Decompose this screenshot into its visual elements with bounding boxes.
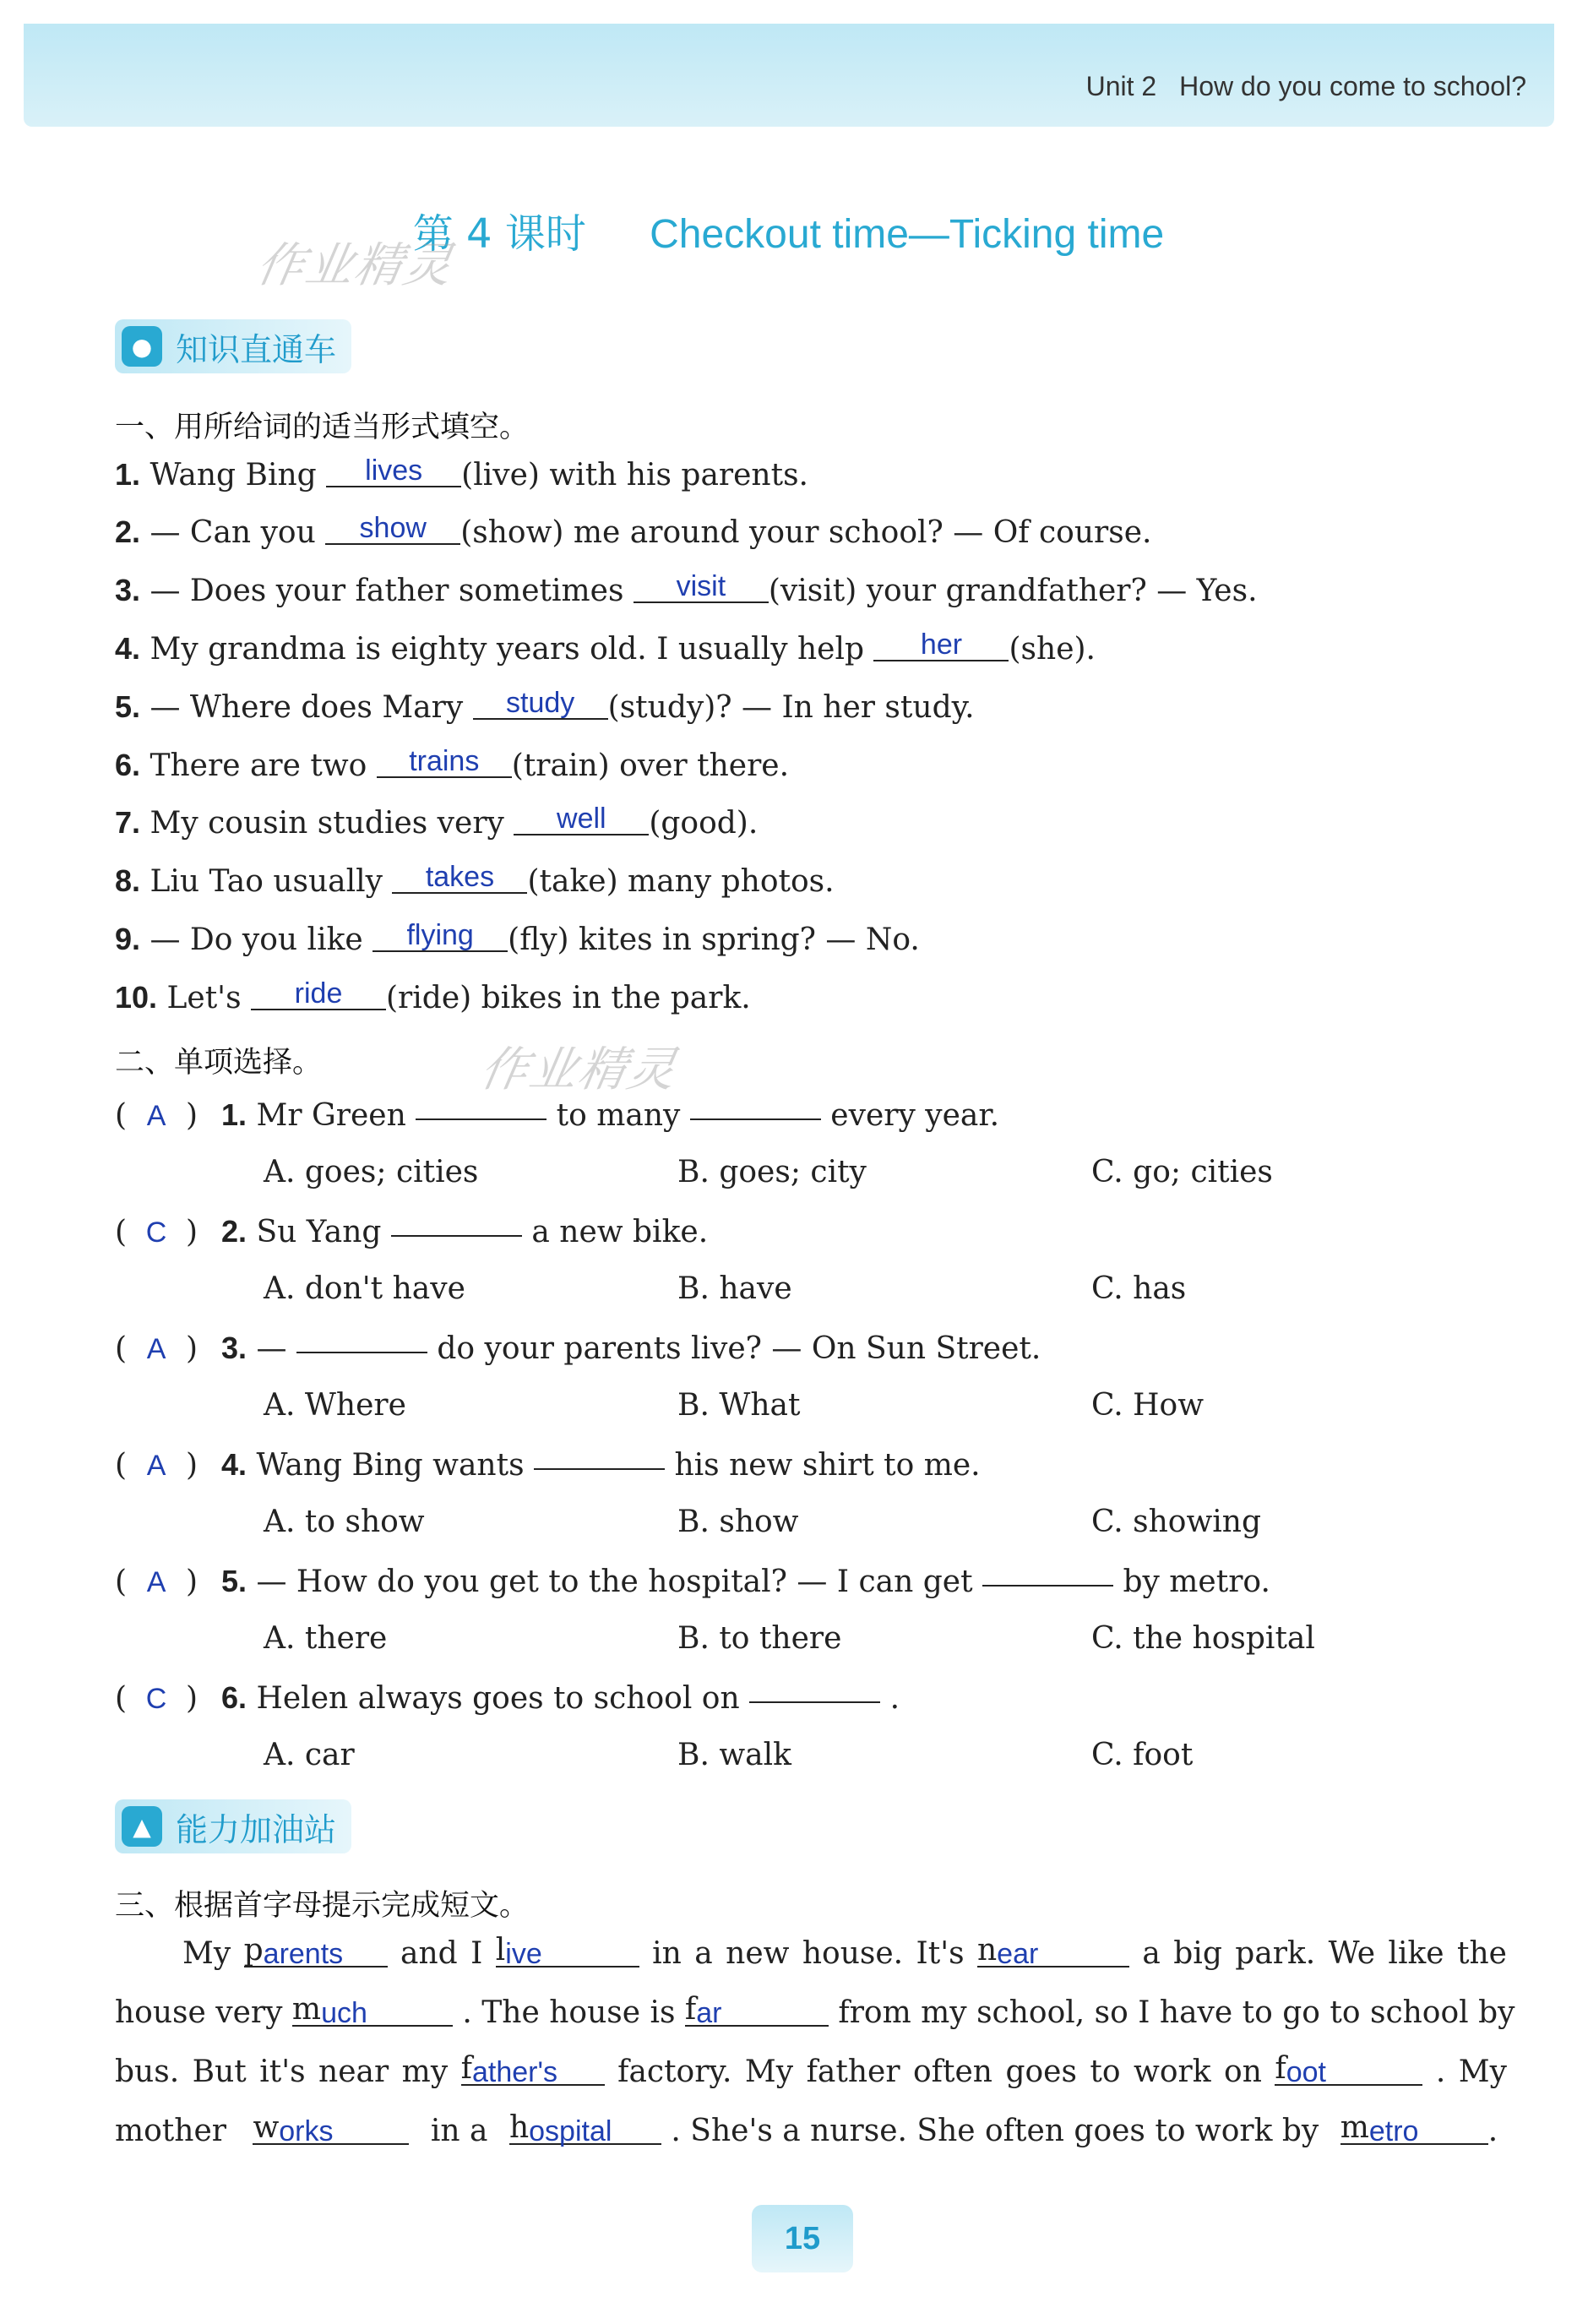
answer-paren[interactable]: ( C )	[115, 1215, 198, 1249]
item-text: Let's	[166, 981, 242, 1015]
answer-paren[interactable]: ( C )	[115, 1681, 198, 1716]
item-text: There are two	[150, 748, 367, 783]
answer-paren[interactable]: ( A )	[115, 1565, 198, 1599]
choice-option[interactable]: B. walk	[677, 1738, 791, 1772]
choice-option[interactable]: C. the hospital	[1091, 1621, 1315, 1656]
choice-question	[115, 1563, 1270, 1601]
question-text: Mr Green	[256, 1098, 406, 1133]
question-blank	[534, 1468, 665, 1470]
choice-option[interactable]: A. Where	[264, 1388, 406, 1423]
lesson-title	[0, 201, 1577, 259]
passage-line-3: bus. But it's near my father's factory. My father often goes to work on foot . My	[115, 2051, 1507, 2089]
fill-blank[interactable]: near	[977, 1935, 1129, 1968]
choice-question	[115, 1446, 981, 1484]
question-text: by metro.	[1123, 1565, 1270, 1599]
answer-text: flying	[406, 919, 474, 951]
section-badge-label: 能力加油站	[176, 1810, 337, 1848]
answer-blank[interactable]	[514, 803, 649, 835]
answer-blank[interactable]	[251, 978, 386, 1010]
fill-blank[interactable]: metro	[1340, 2113, 1488, 2145]
choice-option[interactable]: C. showing	[1091, 1505, 1262, 1539]
fill-in-item	[115, 747, 789, 785]
question-blank	[749, 1701, 880, 1703]
choice-option[interactable]: C. How	[1091, 1388, 1205, 1423]
answer-text: A	[146, 1100, 166, 1132]
fill-in-item	[115, 514, 1151, 552]
question-text: — How do you get to the hospital? — I can get	[256, 1565, 973, 1599]
question-number: 2.	[221, 1214, 247, 1249]
fill-blank[interactable]: live	[496, 1935, 639, 1968]
fill-blank[interactable]: foot	[1275, 2054, 1422, 2086]
fill-in-item	[115, 921, 920, 959]
answer-text: her	[920, 629, 963, 661]
answer-blank[interactable]	[873, 629, 1009, 661]
lesson-name: Checkout time—Ticking time	[650, 212, 1165, 257]
fill-in-item	[115, 572, 1258, 610]
answer-text: visit	[676, 570, 726, 602]
choice-option[interactable]: A. car	[264, 1738, 355, 1772]
item-number: 1.	[115, 457, 141, 492]
choice-question	[115, 1213, 708, 1251]
item-text: (live) with his parents.	[461, 458, 808, 493]
answer-text: C	[145, 1683, 167, 1715]
choice-option[interactable]: C. go; cities	[1091, 1155, 1273, 1189]
question-number: 6.	[221, 1680, 247, 1715]
question-text: to many	[556, 1098, 681, 1133]
choice-option[interactable]: B. show	[677, 1505, 799, 1539]
question-blank	[296, 1352, 427, 1353]
unit-title: How do you come to school?	[1179, 71, 1526, 101]
answer-text: takes	[425, 861, 495, 893]
choice-option[interactable]: B. have	[677, 1271, 792, 1306]
question-blank	[982, 1585, 1113, 1587]
fill-blank[interactable]: much	[292, 1995, 453, 2027]
fill-in-item	[115, 456, 808, 494]
question-number: 1.	[221, 1097, 247, 1132]
item-number: 9.	[115, 922, 141, 956]
part1-heading: 一、用所给词的适当形式填空。	[115, 411, 530, 444]
item-text: (visit) your grandfather? — Yes.	[768, 574, 1258, 608]
answer-blank[interactable]	[325, 513, 460, 545]
item-text: (ride) bikes in the park.	[386, 981, 751, 1015]
answer-blank[interactable]	[473, 688, 608, 720]
answer-paren[interactable]: ( A )	[115, 1448, 198, 1483]
fill-blank[interactable]: hospital	[509, 2113, 661, 2145]
item-text: (take) many photos.	[527, 864, 835, 899]
answer-text: A	[146, 1450, 166, 1482]
item-text: (good).	[649, 806, 759, 841]
watermark: 作业精灵	[476, 1042, 682, 1097]
page-number: 15	[752, 2205, 853, 2272]
answer-paren[interactable]: ( A )	[115, 1098, 198, 1133]
answer-text: C	[145, 1216, 167, 1249]
question-blank	[391, 1235, 522, 1237]
answer-text: A	[146, 1566, 166, 1598]
question-blank	[690, 1118, 821, 1120]
question-text: —	[256, 1331, 287, 1366]
question-text: .	[889, 1681, 900, 1716]
choice-option[interactable]: B. goes; city	[677, 1155, 867, 1189]
answer-text: study	[506, 687, 575, 719]
question-text: a new bike.	[531, 1215, 709, 1249]
answer-blank[interactable]	[392, 862, 527, 894]
choice-option[interactable]: A. there	[264, 1621, 388, 1656]
question-number: 4.	[221, 1447, 247, 1482]
fill-in-item	[115, 688, 975, 727]
passage-line-1: My parents and I live in a new house. It's near a big park. We like the	[182, 1933, 1507, 1971]
question-text: Wang Bing wants	[256, 1448, 525, 1483]
lesson-number: 第 4 课时	[412, 210, 586, 258]
answer-text: ride	[294, 977, 343, 1010]
answer-blank[interactable]	[634, 571, 769, 603]
choice-option[interactable]: A. don't have	[264, 1271, 465, 1306]
answer-blank[interactable]	[377, 746, 512, 778]
choice-option[interactable]: C. foot	[1091, 1738, 1194, 1772]
fill-in-item	[115, 804, 758, 842]
choice-question	[115, 1330, 1041, 1368]
answer-text: A	[146, 1333, 166, 1365]
choice-option[interactable]: A. to show	[264, 1505, 425, 1539]
fill-blank[interactable]: works	[253, 2113, 409, 2145]
answer-text: well	[557, 803, 606, 835]
item-text: Liu Tao usually	[150, 864, 383, 899]
choice-option[interactable]: C. has	[1091, 1271, 1187, 1306]
item-number: 4.	[115, 631, 141, 666]
question-text: do your parents live? — On Sun Street.	[437, 1331, 1041, 1366]
question-text: his new shirt to me.	[674, 1448, 981, 1483]
item-number: 8.	[115, 863, 141, 898]
item-text: (show) me around your school? — Of course.	[460, 515, 1152, 550]
fill-in-item	[115, 630, 1096, 668]
question-blank	[416, 1118, 547, 1120]
question-text: every year.	[830, 1098, 1000, 1133]
item-number: 7.	[115, 805, 141, 840]
item-number: 10.	[115, 980, 158, 1015]
choice-option[interactable]: B. What	[677, 1388, 801, 1423]
question-number: 5.	[221, 1564, 247, 1598]
item-text: — Does your father sometimes	[150, 574, 624, 608]
running-header	[1086, 71, 1526, 102]
answer-blank[interactable]	[372, 920, 508, 952]
part3-heading: 三、根据首字母提示完成短文。	[115, 1889, 530, 1923]
item-number: 5.	[115, 689, 141, 724]
choice-question	[115, 1097, 999, 1135]
answer-paren[interactable]: ( A )	[115, 1331, 198, 1366]
item-number: 6.	[115, 748, 141, 782]
item-text: — Can you	[150, 515, 316, 550]
answer-text: lives	[365, 454, 423, 487]
item-text: (train) over there.	[511, 748, 790, 783]
item-text: My cousin studies very	[150, 806, 504, 841]
section-badge-ability	[115, 1799, 351, 1853]
section-badge-knowledge	[115, 319, 351, 373]
passage-line-2: house very much . The house is far from my school, so I have to go to school by	[115, 1992, 1515, 2030]
fill-in-item	[115, 863, 835, 901]
car-icon: ▲	[122, 1806, 162, 1847]
item-text: (fly) kites in spring? — No.	[508, 923, 920, 957]
fill-blank[interactable]: far	[685, 1995, 829, 2027]
answer-text: trains	[409, 745, 480, 777]
item-text: My grandma is eighty years old. I usually help	[150, 632, 865, 667]
train-icon: ●	[122, 326, 162, 367]
part2-heading: 二、单项选择。	[115, 1046, 323, 1080]
question-text: Helen always goes to school on	[256, 1681, 740, 1716]
item-number: 3.	[115, 573, 141, 607]
fill-blank[interactable]: parents	[244, 1935, 388, 1968]
item-number: 2.	[115, 514, 141, 549]
answer-blank[interactable]	[326, 455, 461, 487]
unit-label: Unit 2	[1085, 71, 1157, 101]
choice-question	[115, 1679, 900, 1717]
item-text: (study)? — In her study.	[607, 690, 975, 725]
passage-line-4: mother works in a hospital . She's a nurse. She often goes to work by metro .	[115, 2110, 1498, 2148]
question-number: 3.	[221, 1331, 247, 1365]
item-text: — Where does Mary	[150, 690, 464, 725]
answer-text: show	[359, 512, 427, 544]
fill-in-item	[115, 979, 751, 1017]
item-text: Wang Bing	[150, 458, 317, 493]
watermark: 作业精灵	[252, 238, 458, 293]
section-badge-label: 知识直通车	[176, 330, 337, 368]
fill-blank[interactable]: father's	[461, 2054, 605, 2086]
item-text: (she).	[1009, 632, 1096, 667]
choice-option[interactable]: A. goes; cities	[264, 1155, 479, 1189]
item-text: — Do you like	[150, 923, 363, 957]
question-text: Su Yang	[256, 1215, 382, 1249]
choice-option[interactable]: B. to there	[677, 1621, 842, 1656]
